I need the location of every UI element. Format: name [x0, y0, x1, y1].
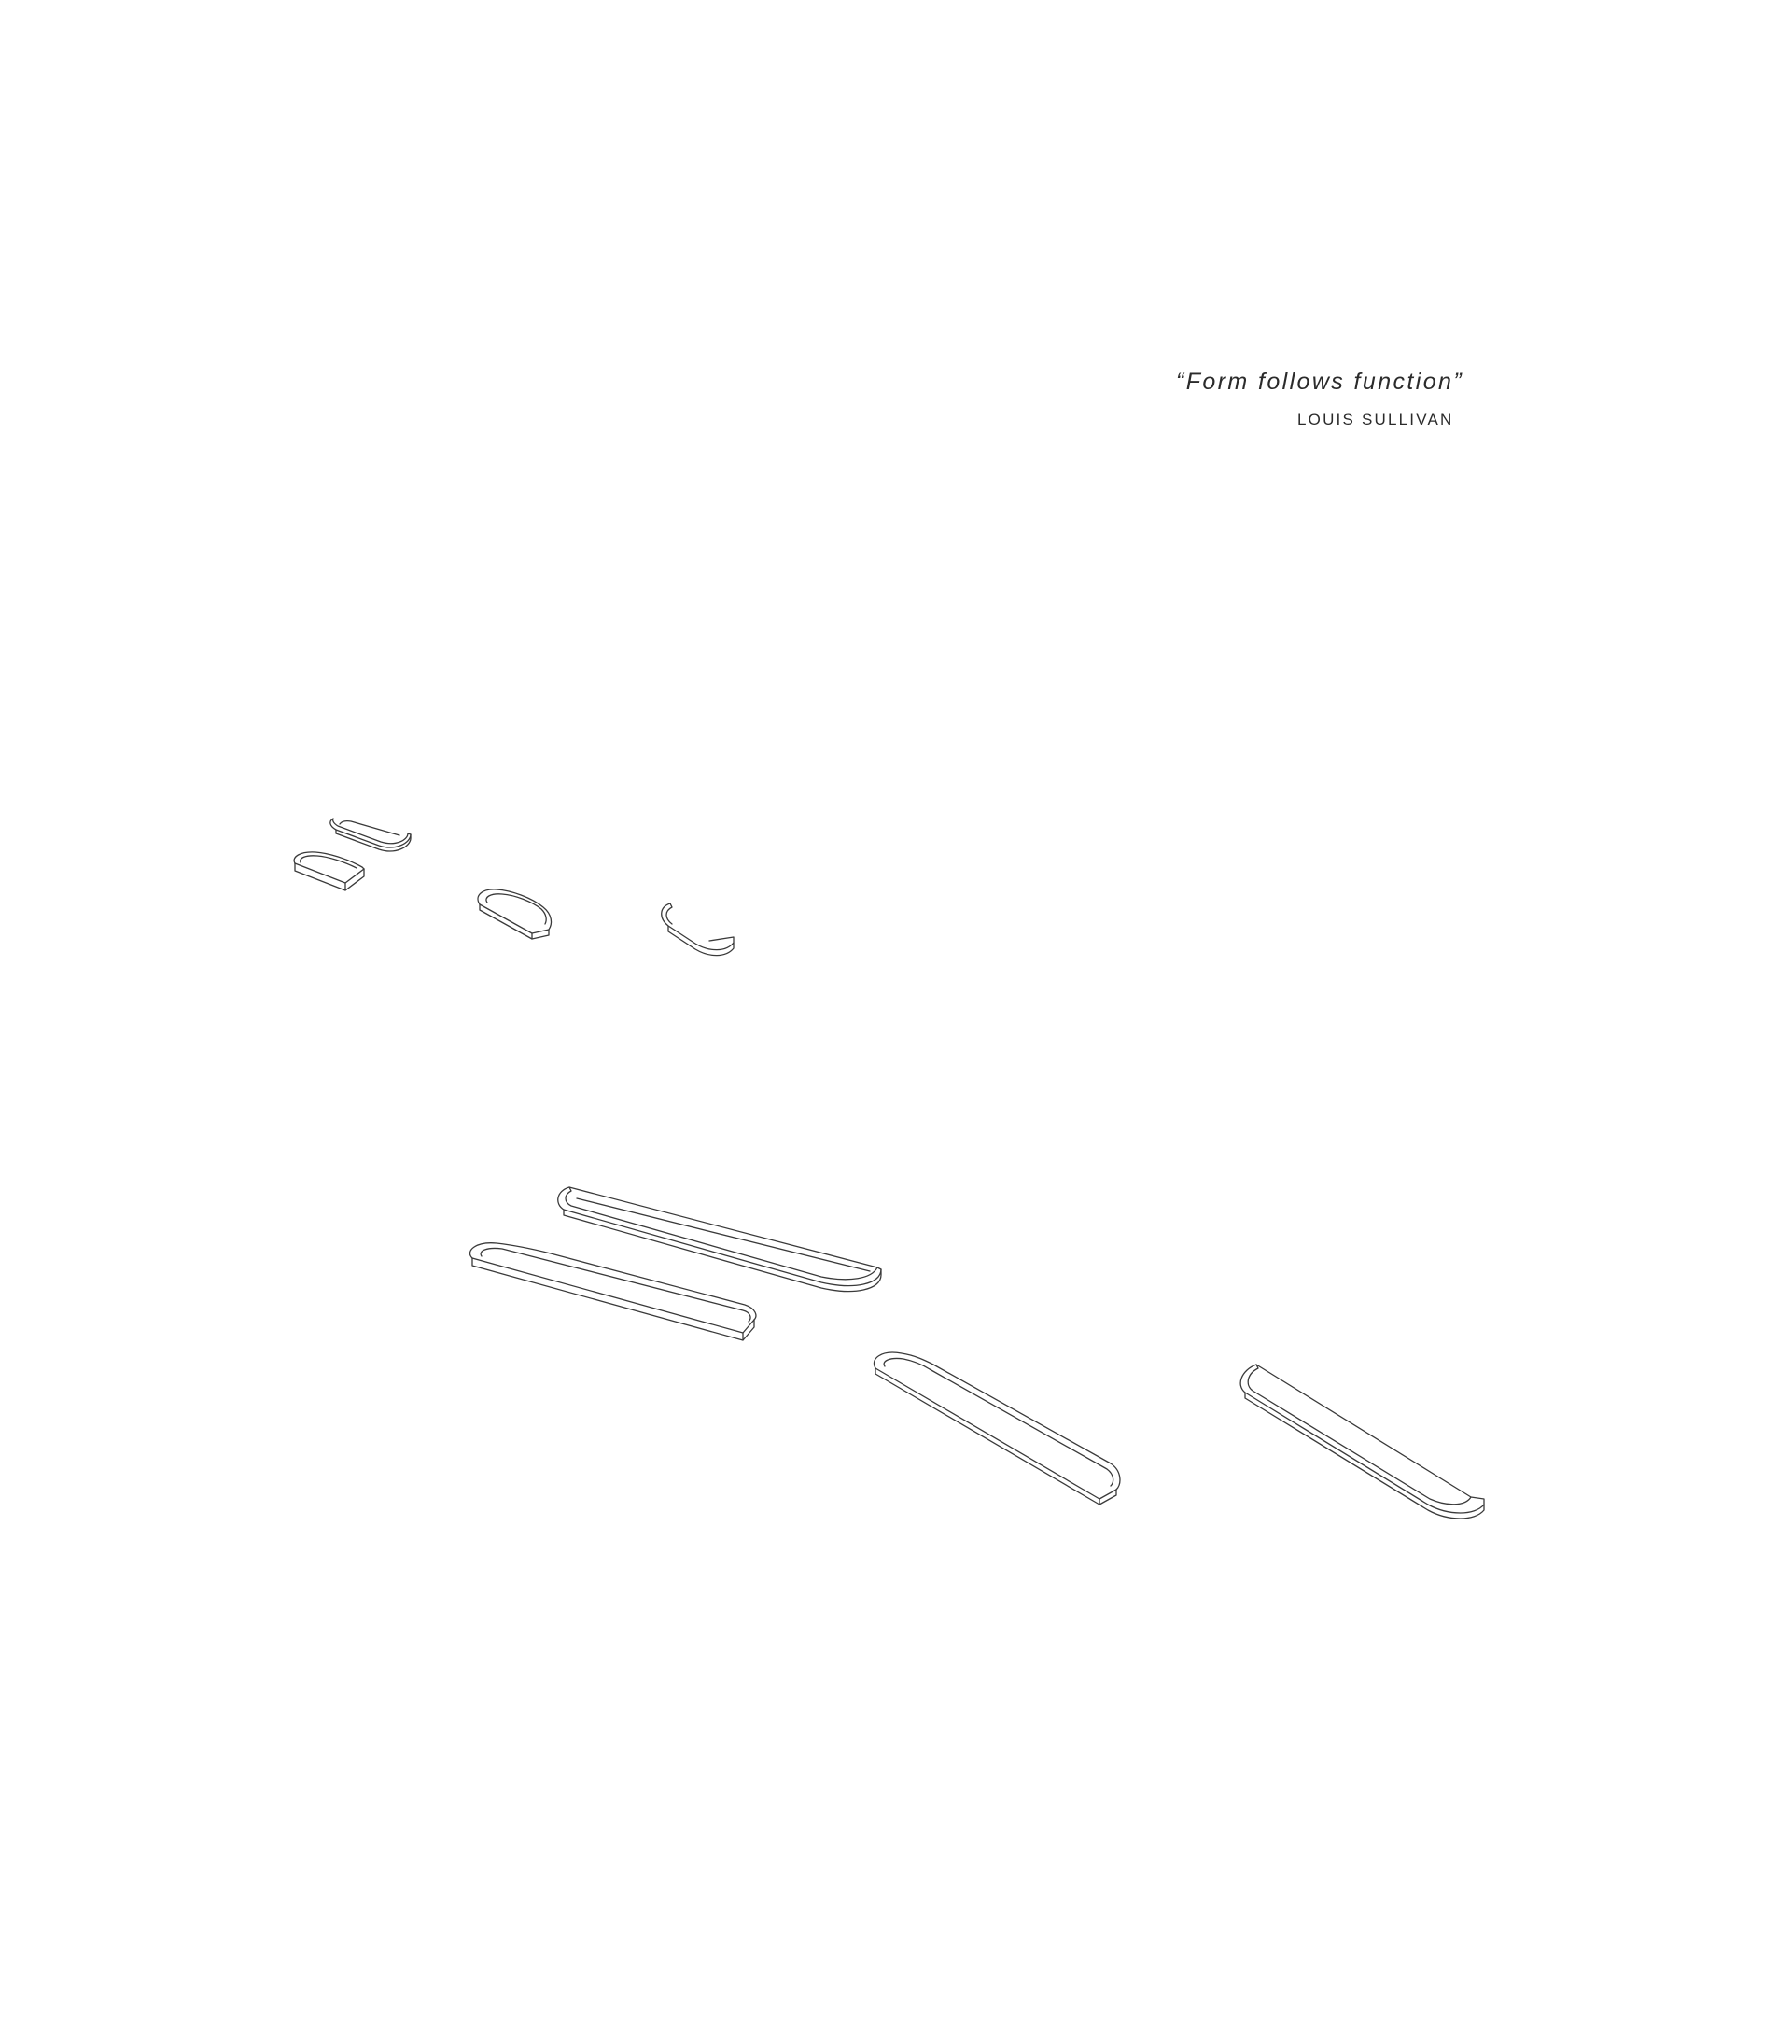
small-handle-4	[662, 903, 734, 956]
long-bar-3	[874, 1352, 1119, 1505]
small-handle-2	[294, 852, 364, 890]
small-handle-1	[330, 819, 411, 851]
small-handle-3	[478, 889, 551, 939]
quote-text: “Form follows function”	[1176, 369, 1464, 395]
quote-author: LOUIS SULLIVAN	[1297, 411, 1454, 428]
long-bar-4	[1240, 1365, 1484, 1519]
